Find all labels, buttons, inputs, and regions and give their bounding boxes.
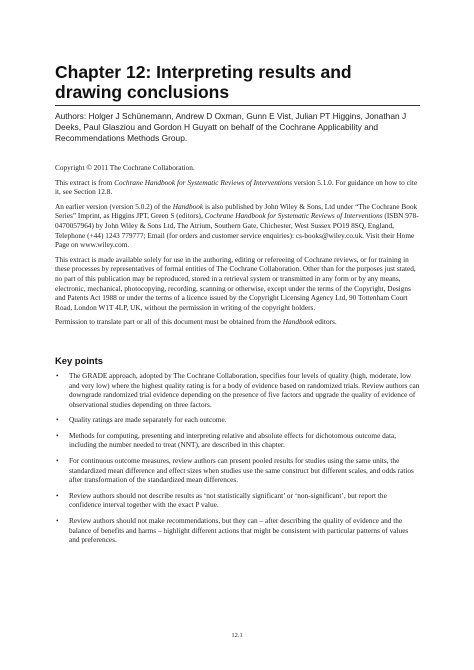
key-point-text: Review authors should not describe results as ‘not statistically significant’ or ‘non-significant’, but report the confidence interval together with the exact P value. [69, 490, 387, 510]
handbook-word: Handbook [172, 201, 204, 211]
permission-text: editors. [313, 317, 337, 327]
key-point-item [55, 431, 420, 450]
extract-note-text: version 5.1.0. For guidance on how to cite it, see Section 12.8. [55, 177, 418, 197]
permission-text: Permission to translate part or all of this document must be obtained from the [55, 317, 283, 327]
key-point-item [55, 456, 420, 485]
key-point-item [55, 415, 420, 425]
key-point-text: Review authors should not make recommendations, but they can – after describing the quality of evidence and the balance of benefits and harms – highlight different actions that might be consistent with particular patterns of values and preferences. [69, 516, 409, 545]
title-divider [55, 105, 420, 106]
authors-line: Authors: Holger J Schünemann, Andrew D Oxman, Gunn E Vist, Julian PT Higgins, Jonathan J Deeks, Paul Glasziou and Gordon H Guyatt on behalf of the Cochrane Applicability and Recommendations Methods Group. [55, 111, 407, 143]
extract-note [55, 178, 420, 197]
earlier-version-text: An earlier version (version 5.0.2) of the [55, 201, 173, 211]
key-point-item [55, 491, 420, 510]
key-point-text: Methods for computing, presenting and interpreting relative and absolute effects for dichotomous outcome data, including the number needed to treat (NNT), are described in this chapter. [69, 430, 397, 450]
extract-note-text: This extract is from [55, 177, 115, 187]
key-points-heading: Key points [55, 354, 103, 366]
key-point-item [55, 371, 420, 409]
key-points-list [55, 371, 420, 545]
earlier-version-text: is also published by John Wiley & Sons, Ltd under “The Cochrane Book Series” Imprint, as Higgins JPT, Green S (editors), [55, 201, 418, 221]
key-point-text: Quality ratings are made separately for each outcome. [69, 415, 227, 425]
bullet-icon: • [56, 456, 59, 466]
availability-notice: This extract is made available solely for use in the authoring, editing or refereeing of Cochrane reviews, or for training in these processes by representatives of formal entities of The Cochrane Collaboration. Other than for the purposes just stated, no part of this publication may be reproduced, stored in a retrieval system or transmitted in any form or by any means, electronic, mechanical, photocopying, recording, scanning or otherwise, except under the terms of the Copyright, Designs and Patents Act 1988 or under the terms of a licence issued by the Copyright Licensing Agency Ltd, 90 Tottenham Court Road, London W1T 4LP, UK, without the permission in writing of the copyright holders. [55, 254, 416, 312]
handbook-title: Cochrane Handbook for Systematic Reviews of Interventions [114, 177, 293, 187]
bullet-icon: • [56, 490, 59, 500]
chapter-title: Chapter 12: Interpreting results and drawing conclusions [55, 62, 352, 102]
copyright-block [55, 163, 420, 327]
key-point-item [55, 516, 420, 545]
copyright-notice: Copyright © 2011 The Cochrane Collaboration. [55, 163, 195, 172]
key-point-text: For continuous outcome measures, review authors can present pooled results for studies using the same units, the standardized mean difference and effect sizes when studies use the same construct but different scales, and odds ratios after transformation of the standardized mean differences. [69, 456, 414, 485]
handbook-title: Cochrane Handbook for Systematic Reviews of Interventions [204, 211, 383, 221]
earlier-version-text: (ISBN 978-0470057964) by John Wiley & Sons Ltd, The Atrium, Southern Gate, Chichester, West Sussex PO19 8SQ, England, Telephone (+44) 1243 779777; Email (for orders and customer service enquiries): cs-books@wiley.co.uk. Visit their Home Page on www.wiley.com. [55, 211, 419, 250]
permission-notice [55, 317, 420, 327]
bullet-icon: • [56, 370, 59, 380]
bullet-icon: • [56, 415, 59, 425]
bullet-icon: • [56, 430, 59, 440]
page-content [55, 62, 420, 551]
bullet-icon: • [56, 516, 59, 526]
earlier-version-note [55, 202, 420, 250]
handbook-word: Handbook [282, 317, 314, 327]
page-number: 12.1 [231, 632, 243, 639]
key-point-text: The GRADE approach, adopted by The Cochrane Collaboration, specifies four levels of quality (high, moderate, low and very low) where the highest quality rating is for a body of evidence based on randomized trials. Review authors can downgrade randomized trial evidence depending on the presence of five factors and upgrade the quality of evidence of observational studies depending on three factors. [69, 370, 420, 409]
